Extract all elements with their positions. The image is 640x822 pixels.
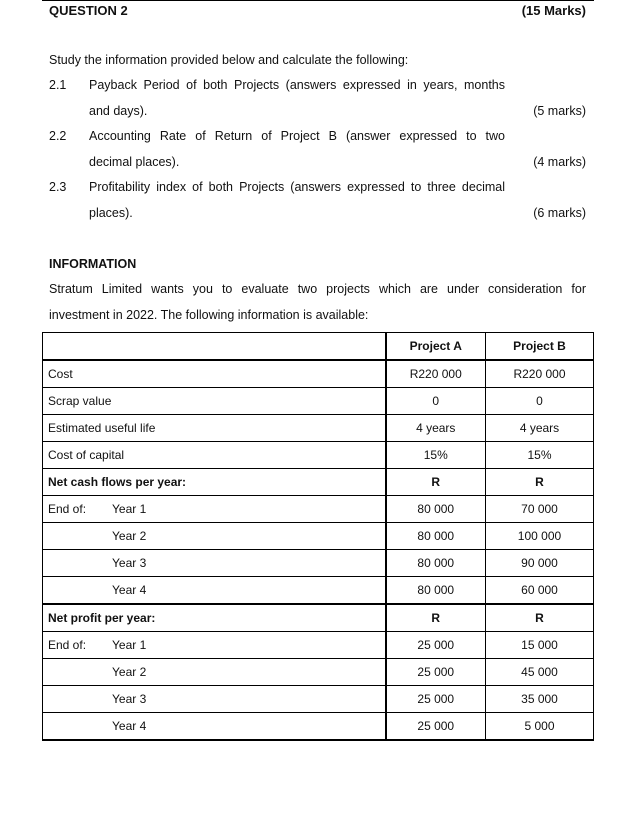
section-header-row [43, 469, 594, 496]
table-row [43, 442, 594, 469]
project-a-header: Project A [386, 333, 486, 361]
section-header-row [43, 604, 594, 632]
project-b-value: 60 000 [486, 577, 594, 605]
end-of-label: End of: [48, 502, 87, 516]
project-a-value: 4 years [386, 415, 486, 442]
information-heading: INFORMATION [49, 257, 137, 271]
table-row [43, 496, 594, 523]
project-b-unit: R [486, 469, 594, 496]
question-marks: (15 Marks) [521, 3, 586, 18]
end-of-label: End of: [48, 638, 87, 652]
table-row [43, 388, 594, 415]
task-number: 2.3 [49, 180, 67, 194]
year-label: Year 4 [112, 719, 147, 733]
net-profit-heading: Net profit per year: [43, 604, 386, 632]
year-label: Year 2 [112, 529, 147, 543]
year-label-cell [43, 523, 386, 550]
project-b-value: 45 000 [486, 659, 594, 686]
year-label: Year 2 [112, 665, 147, 679]
project-a-unit: R [386, 469, 486, 496]
task-number: 2.2 [49, 129, 67, 143]
project-b-value: 15% [486, 442, 594, 469]
task-marks: (5 marks) [533, 104, 586, 118]
table-row [43, 550, 594, 577]
table-row [43, 659, 594, 686]
project-b-value: R220 000 [486, 360, 594, 388]
project-a-value: 25 000 [386, 686, 486, 713]
project-a-value: 25 000 [386, 659, 486, 686]
project-a-value: 80 000 [386, 523, 486, 550]
year-label-cell [43, 659, 386, 686]
year-label: Year 1 [112, 502, 147, 516]
table-row [43, 415, 594, 442]
project-b-value: 15 000 [486, 632, 594, 659]
year-label: Year 3 [112, 692, 147, 706]
information-text-continued: investment in 2022. The following information is available: [49, 308, 369, 322]
year-label-cell [43, 496, 386, 523]
top-rule [42, 0, 594, 1]
task-number: 2.1 [49, 78, 67, 92]
year-label-cell [43, 577, 386, 605]
task-text: Profitability index of both Projects (answers expressed to three decimal [89, 180, 505, 194]
project-b-value: 90 000 [486, 550, 594, 577]
table-corner-cell [43, 333, 386, 361]
year-label-cell [43, 686, 386, 713]
row-label: Estimated useful life [43, 415, 386, 442]
row-label: Cost of capital [43, 442, 386, 469]
table-row [43, 686, 594, 713]
table-row [43, 360, 594, 388]
task-text: Payback Period of both Projects (answers expressed in years, months [89, 78, 505, 92]
task-marks: (4 marks) [533, 155, 586, 169]
project-b-value: 100 000 [486, 523, 594, 550]
task-text: Accounting Rate of Return of Project B (answer expressed to two [89, 129, 505, 143]
year-label: Year 4 [112, 583, 147, 597]
task-text-continued: decimal places). [89, 155, 180, 169]
cash-flows-heading: Net cash flows per year: [43, 469, 386, 496]
project-a-value: 80 000 [386, 550, 486, 577]
project-b-value: 4 years [486, 415, 594, 442]
project-data-table [42, 332, 594, 741]
project-a-value: 15% [386, 442, 486, 469]
table-row [43, 577, 594, 605]
task-text-continued: places). [89, 206, 133, 220]
year-label: Year 3 [112, 556, 147, 570]
project-a-value: 80 000 [386, 577, 486, 605]
year-label-cell [43, 713, 386, 741]
project-b-value: 0 [486, 388, 594, 415]
project-b-unit: R [486, 604, 594, 632]
project-a-value: 0 [386, 388, 486, 415]
intro-text: Study the information provided below and calculate the following: [49, 53, 409, 67]
table-header-row [43, 333, 594, 361]
task-marks: (6 marks) [533, 206, 586, 220]
table-row [43, 713, 594, 741]
year-label-cell [43, 632, 386, 659]
task-text-continued: and days). [89, 104, 148, 118]
row-label: Scrap value [43, 388, 386, 415]
year-label: Year 1 [112, 638, 147, 652]
project-a-value: 25 000 [386, 713, 486, 741]
information-text: Stratum Limited wants you to evaluate two projects which are under consideration for [49, 282, 586, 296]
year-label-cell [43, 550, 386, 577]
project-a-value: 80 000 [386, 496, 486, 523]
table-row [43, 632, 594, 659]
project-a-unit: R [386, 604, 486, 632]
project-a-value: R220 000 [386, 360, 486, 388]
project-b-value: 70 000 [486, 496, 594, 523]
project-b-header: Project B [486, 333, 594, 361]
project-a-value: 25 000 [386, 632, 486, 659]
table-row [43, 523, 594, 550]
project-b-value: 35 000 [486, 686, 594, 713]
project-b-value: 5 000 [486, 713, 594, 741]
row-label: Cost [43, 360, 386, 388]
question-title: QUESTION 2 [49, 3, 128, 18]
